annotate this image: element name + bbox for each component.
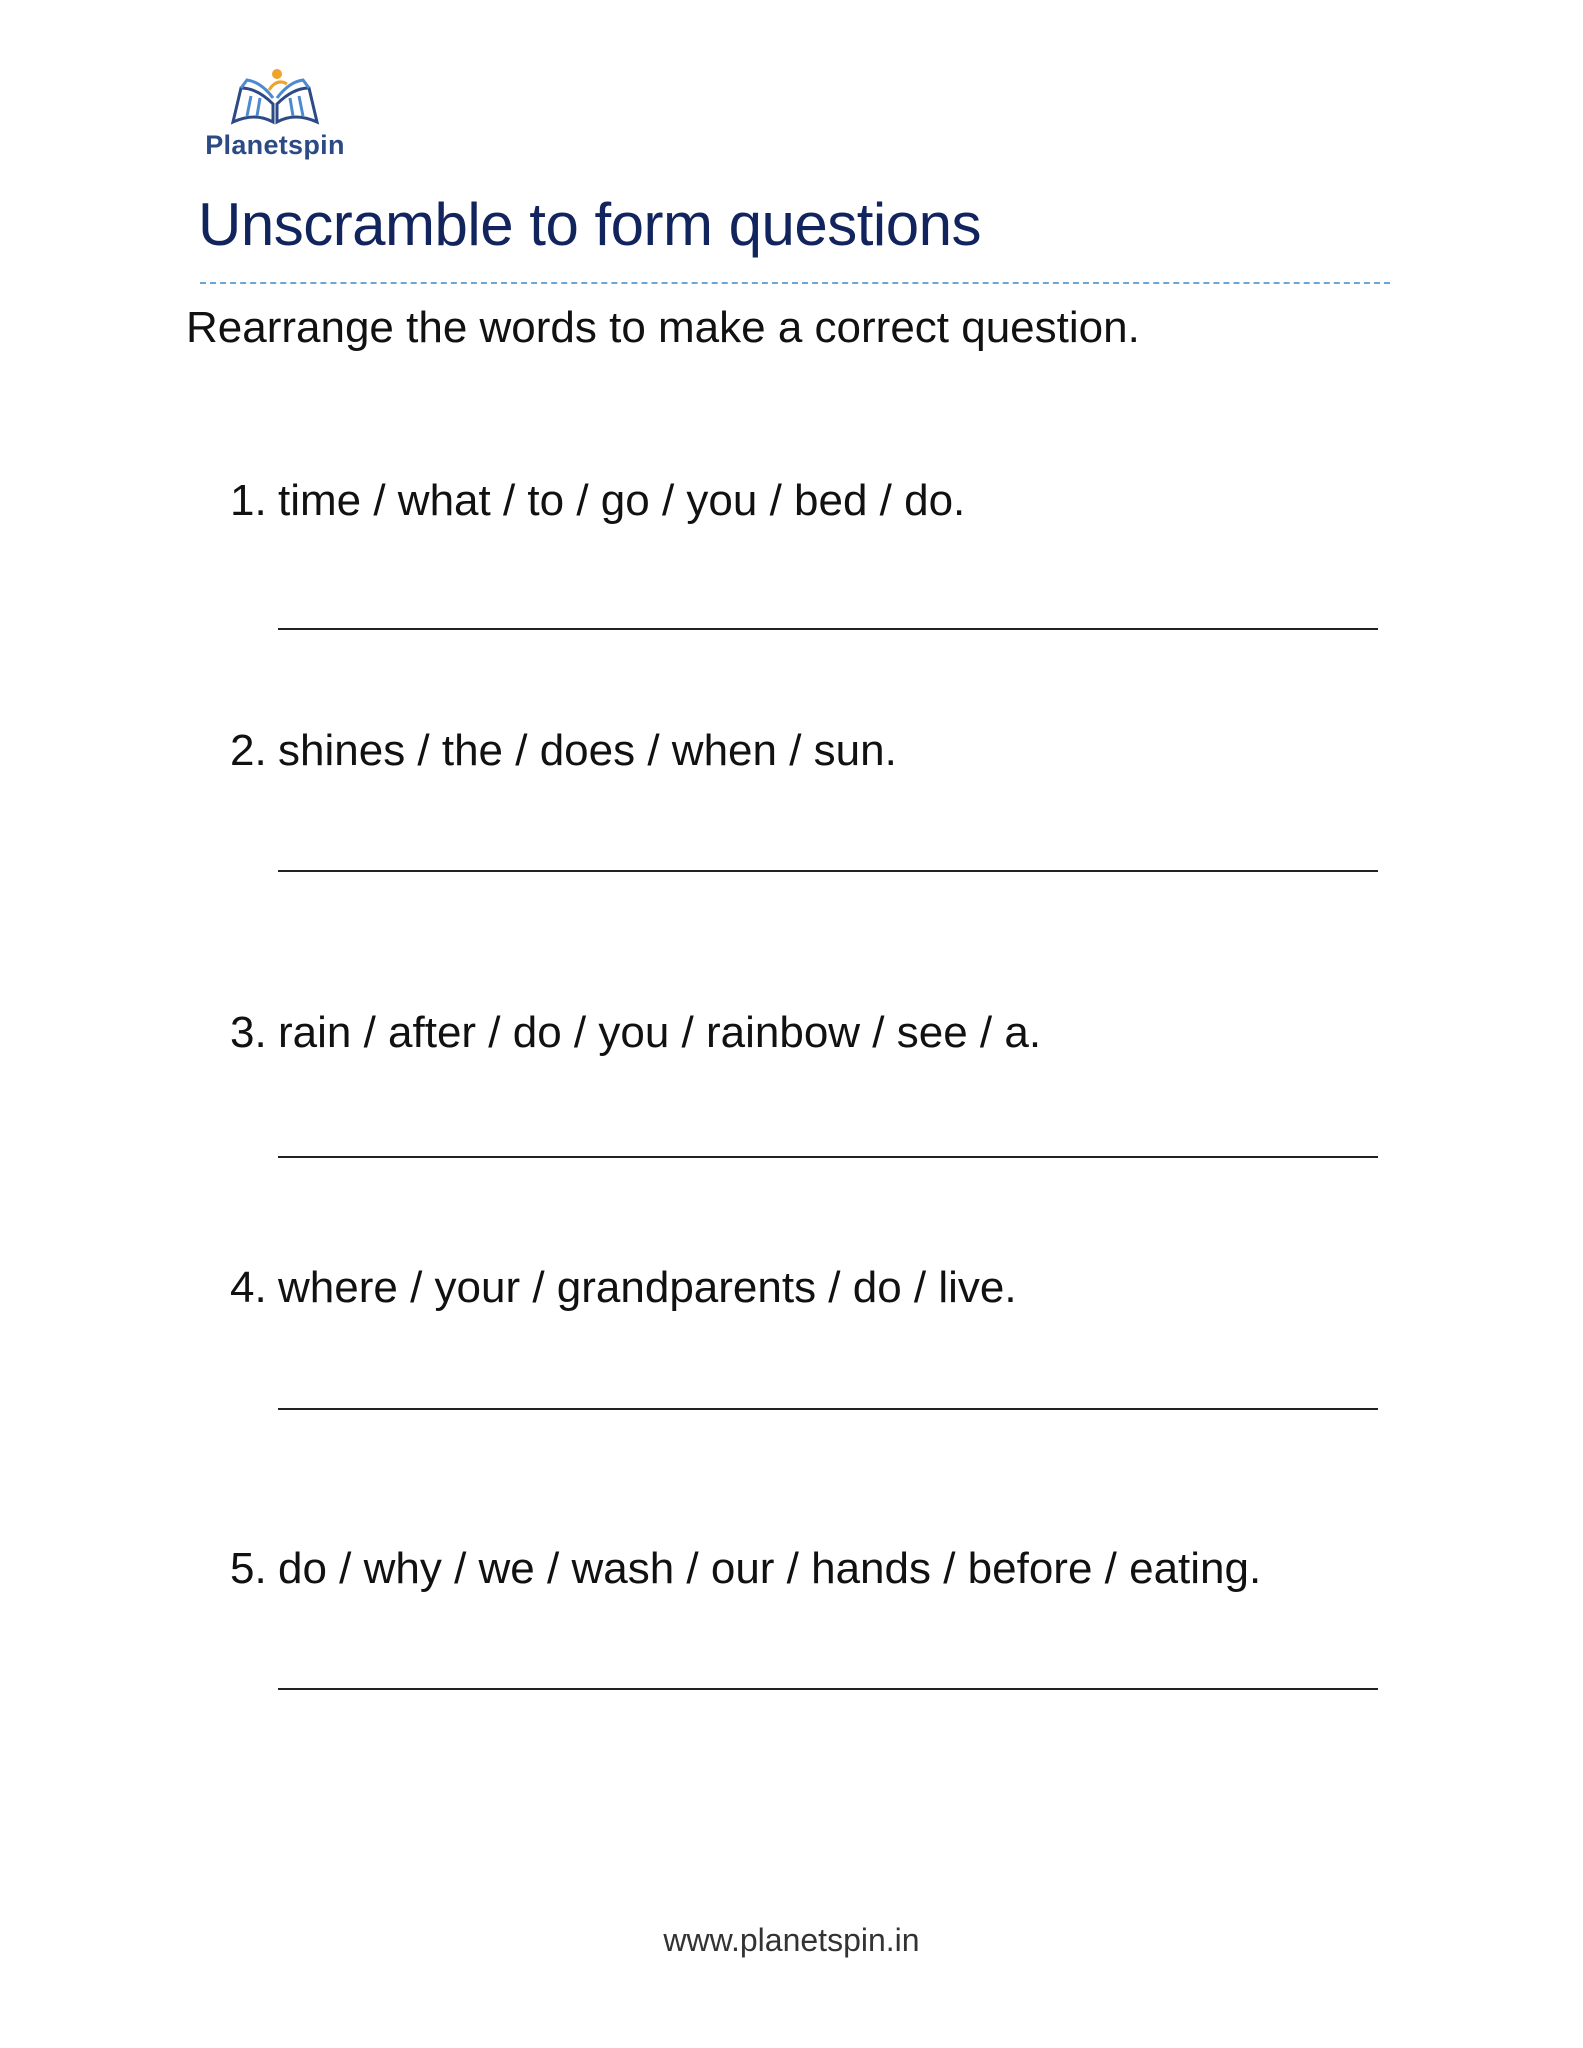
question-text: rain / after / do / you / rainbow / see / a. [278, 1008, 1042, 1057]
logo [205, 66, 345, 166]
logo-brand-name: Planetspin [205, 130, 345, 160]
question-number: 5. [230, 1544, 267, 1593]
answer-line[interactable] [278, 628, 1378, 630]
answer-line[interactable] [278, 1688, 1378, 1690]
answer-line[interactable] [278, 1408, 1378, 1410]
question-text: shines / the / does / when / sun. [278, 726, 897, 775]
question-text: where / your / grandparents / do / live. [278, 1263, 1017, 1312]
answer-line[interactable] [278, 1156, 1378, 1158]
question-number: 2. [230, 726, 267, 775]
question-text: time / what / to / go / you / bed / do. [278, 476, 966, 525]
question-number: 3. [230, 1008, 267, 1057]
answer-line[interactable] [278, 870, 1378, 872]
page-title: Unscramble to form questions [198, 191, 981, 258]
footer-website: www.planetspin.in [663, 1922, 920, 1958]
title-divider [200, 282, 1390, 284]
instruction-text: Rearrange the words to make a correct question. [186, 303, 1140, 352]
open-book-logo-icon [227, 66, 323, 126]
question-number: 4. [230, 1263, 267, 1312]
question-number: 1. [230, 476, 267, 525]
question-text: do / why / we / wash / our / hands / before / eating. [278, 1544, 1262, 1593]
